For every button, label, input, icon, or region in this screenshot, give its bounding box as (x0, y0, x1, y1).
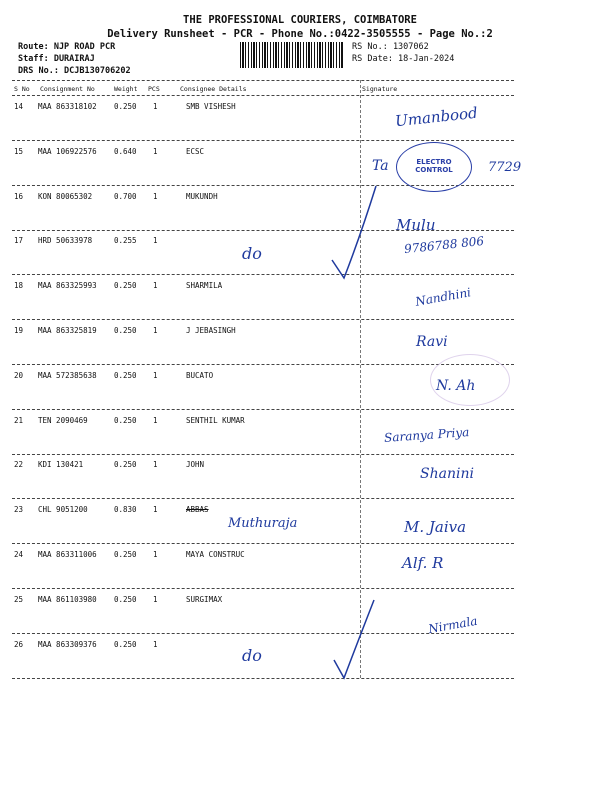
signature-row-18: Nandhini (414, 285, 472, 309)
row-consignee: BUCATO (186, 370, 214, 380)
row-divider (12, 319, 514, 320)
signature-row-21: Saranya Priya (383, 425, 470, 445)
row-divider (12, 588, 514, 589)
row-divider (12, 678, 514, 679)
row-sno: 24 (14, 550, 24, 559)
row-pcs: 1 (153, 281, 158, 291)
row-divider (12, 230, 514, 231)
row-sno: 23 (14, 505, 24, 515)
row-sno: 21 (14, 415, 24, 425)
col-consignee: Consignee Details (180, 85, 247, 93)
row-pcs: 1 (153, 370, 158, 380)
drs-number: DRS No.: DCJB130706202 (18, 66, 131, 76)
ditto-row-17: do (242, 244, 262, 263)
row-consignment-no: MAA 863318102 (38, 102, 97, 111)
row-sno: 25 (14, 594, 24, 604)
signature-row-23: M. Jaiva (404, 518, 467, 536)
row-sno: 16 (14, 191, 24, 201)
row-consignment-no: MAA 861103980 (38, 594, 97, 604)
row-weight: 0.255 (114, 236, 137, 246)
row-consignment-no: MAA 863309376 (38, 639, 97, 649)
phone-row-17: 9786788 806 (403, 233, 485, 257)
row-divider (12, 409, 514, 410)
row-consignee: ABBAS (186, 505, 209, 515)
company-stamp (396, 142, 472, 192)
row-sno: 26 (14, 639, 24, 649)
row-pcs: 1 (153, 594, 158, 604)
row-pcs: 1 (153, 191, 158, 201)
row-weight: 0.640 (114, 146, 137, 156)
row-weight: 0.250 (114, 550, 137, 559)
staff-label: Staff: DURAIRAJ (18, 54, 95, 64)
row-weight: 0.250 (114, 460, 137, 470)
row-weight: 0.250 (114, 594, 137, 604)
checkmark-row-16 (320, 182, 380, 282)
written-name-row-23: Muthuraja (228, 516, 298, 531)
row-sno: 15 (14, 146, 24, 156)
row-pcs: 1 (153, 415, 158, 425)
row-consignee: SMB VISHESH (186, 102, 236, 111)
row-pcs: 1 (153, 550, 158, 559)
row-consignee: JOHN (186, 460, 205, 470)
row-weight: 0.250 (114, 281, 137, 291)
row-sno: 20 (14, 370, 24, 380)
signature-row-25: Nirmala (427, 613, 479, 637)
row-consignment-no: MAA 106922576 (38, 146, 97, 156)
row-pcs: 1 (153, 326, 158, 335)
row-consignee: ECSC (186, 146, 205, 156)
row-sno: 22 (14, 460, 24, 470)
row-weight: 0.250 (114, 326, 137, 335)
header-divider-top (12, 80, 514, 81)
barcode (240, 42, 344, 68)
signature-row-19: Ravi (416, 334, 448, 350)
col-weight: Weight (114, 85, 138, 93)
row-weight: 0.250 (114, 370, 137, 380)
row-consignment-no: MAA 863325819 (38, 326, 97, 335)
row-consignee: MUKUNDH (186, 191, 218, 201)
signature-row-15-b: 7729 (488, 160, 522, 175)
row-consignment-no: HRD 50633978 (38, 236, 93, 246)
row-pcs: 1 (153, 102, 158, 111)
row-divider (12, 543, 514, 544)
row-consignee: SURGIMAX (186, 594, 223, 604)
row-consignment-no: KDI 130421 (38, 460, 84, 470)
row-pcs: 1 (153, 460, 158, 470)
row-pcs: 1 (153, 639, 158, 649)
row-divider (12, 274, 514, 275)
rs-date: RS Date: 18-Jan-2024 (352, 54, 455, 64)
row-weight: 0.250 (114, 639, 137, 649)
row-pcs: 1 (153, 236, 158, 246)
row-consignment-no: MAA 863325993 (38, 281, 97, 291)
stamp-text: ELECTRO CONTROL (415, 158, 453, 174)
row-consignee: MAYA CONSTRUC (186, 550, 245, 559)
header-divider-bottom (12, 95, 514, 96)
checkmark-stroke (332, 186, 376, 278)
document-title: THE PROFESSIONAL COURIERS, COIMBATORE (183, 14, 417, 26)
row-consignee: SENTHIL KUMAR (186, 415, 245, 425)
row-weight: 0.250 (114, 415, 137, 425)
signature-row-16: Mulu (396, 216, 436, 234)
row-sno: 14 (14, 102, 24, 111)
row-divider (12, 140, 514, 141)
signature-row-24: Alf. R (402, 554, 444, 572)
checkmark-row-26 (320, 596, 380, 682)
row-consignment-no: TEN 2090469 (38, 415, 88, 425)
row-consignee: J JEBASINGH (186, 326, 236, 335)
row-weight: 0.250 (114, 102, 137, 111)
row-consignment-no: MAA 863311006 (38, 550, 97, 559)
signature-row-15-a: Ta (372, 158, 389, 174)
row-divider (12, 498, 514, 499)
row-pcs: 1 (153, 505, 158, 515)
row-sno: 17 (14, 236, 24, 246)
row-sno: 18 (14, 281, 24, 291)
row-consignment-no: KON 80065302 (38, 191, 93, 201)
ditto-row-26: do (242, 646, 262, 665)
row-pcs: 1 (153, 146, 158, 156)
row-consignment-no: CHL 9051200 (38, 505, 88, 515)
col-pcs: PCS (148, 85, 160, 93)
row-consignment-no: MAA 572385638 (38, 370, 97, 380)
col-sno: S No (14, 85, 30, 93)
row-sno: 19 (14, 326, 24, 335)
col-signature: Signature (362, 85, 398, 93)
col-consignment: Consignment No (40, 85, 95, 93)
row-weight: 0.830 (114, 505, 137, 515)
row-divider (12, 454, 514, 455)
document-subtitle: Delivery Runsheet - PCR - Phone No.:0422-3505555 - Page No.:2 (107, 28, 493, 40)
signature-row-20: N. Ah (436, 378, 476, 394)
signature-row-22: Shanini (420, 466, 474, 482)
route-label: Route: NJP ROAD PCR (18, 42, 116, 52)
checkmark-stroke (334, 600, 374, 678)
row-weight: 0.700 (114, 191, 137, 201)
signature-row-14: Umanbood (394, 103, 479, 131)
row-consignee: SHARMILA (186, 281, 223, 291)
rs-number: RS No.: 1307062 (352, 42, 429, 52)
